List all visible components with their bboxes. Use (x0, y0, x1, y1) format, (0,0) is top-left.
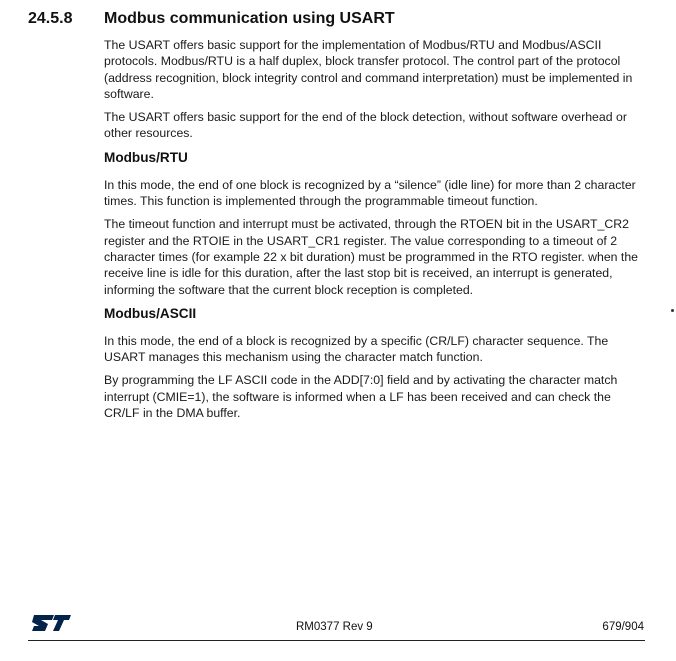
page-edge-mark (671, 309, 674, 312)
intro-paragraph: The USART offers basic support for the end of the block detection, without software overhead or other resources. (104, 110, 627, 141)
section-title: Modbus communication using USART (104, 10, 395, 27)
section-body (104, 37, 649, 428)
intro-paragraph: The USART offers basic support for the implementation of Modbus/RTU and Modbus/ASCII protocols. Modbus/RTU is a half duplex, block transfer protocol. The control part of the protocol (address recognition, block integrity control and command interpretation) must be implemented in software. (104, 38, 633, 101)
page-number: 679/904 (602, 621, 644, 633)
modbus-rtu-paragraph: The timeout function and interrupt must be activated, through the RTOEN bit in the USART_CR2 register and the RTOIE in the USART_CR1 register. The value corresponding to a timeout of 2 character times (for example 22 x bit duration) must be programmed in the RTO register. when the receive line is idle for this duration, after the last stop bit is received, an interrupt is generated, informing the software that the current block reception is completed. (104, 217, 639, 297)
modbus-ascii-paragraph: By programming the LF ASCII code in the ADD[7:0] field and by activating the character match interrupt (CMIE=1), the software is informed when a LF has been received and can check the CR/LF in the DMA buffer. (104, 373, 618, 421)
modbus-rtu-heading: Modbus/RTU (104, 149, 188, 165)
section-header (28, 8, 658, 32)
document-reference: RM0377 Rev 9 (296, 621, 373, 633)
st-logo-icon (28, 612, 72, 634)
section-number: 24.5.8 (28, 10, 73, 27)
footer-divider (28, 640, 645, 641)
modbus-ascii-heading: Modbus/ASCII (104, 305, 197, 321)
modbus-rtu-paragraph: In this mode, the end of one block is recognized by a “silence” (idle line) for more than 2 character times. This function is implemented through the programmable timeout function. (104, 177, 636, 209)
modbus-ascii-paragraph: In this mode, the end of a block is recognized by a specific (CR/LF) character sequence. The USART manages this mechanism using the character match function. (104, 333, 609, 365)
